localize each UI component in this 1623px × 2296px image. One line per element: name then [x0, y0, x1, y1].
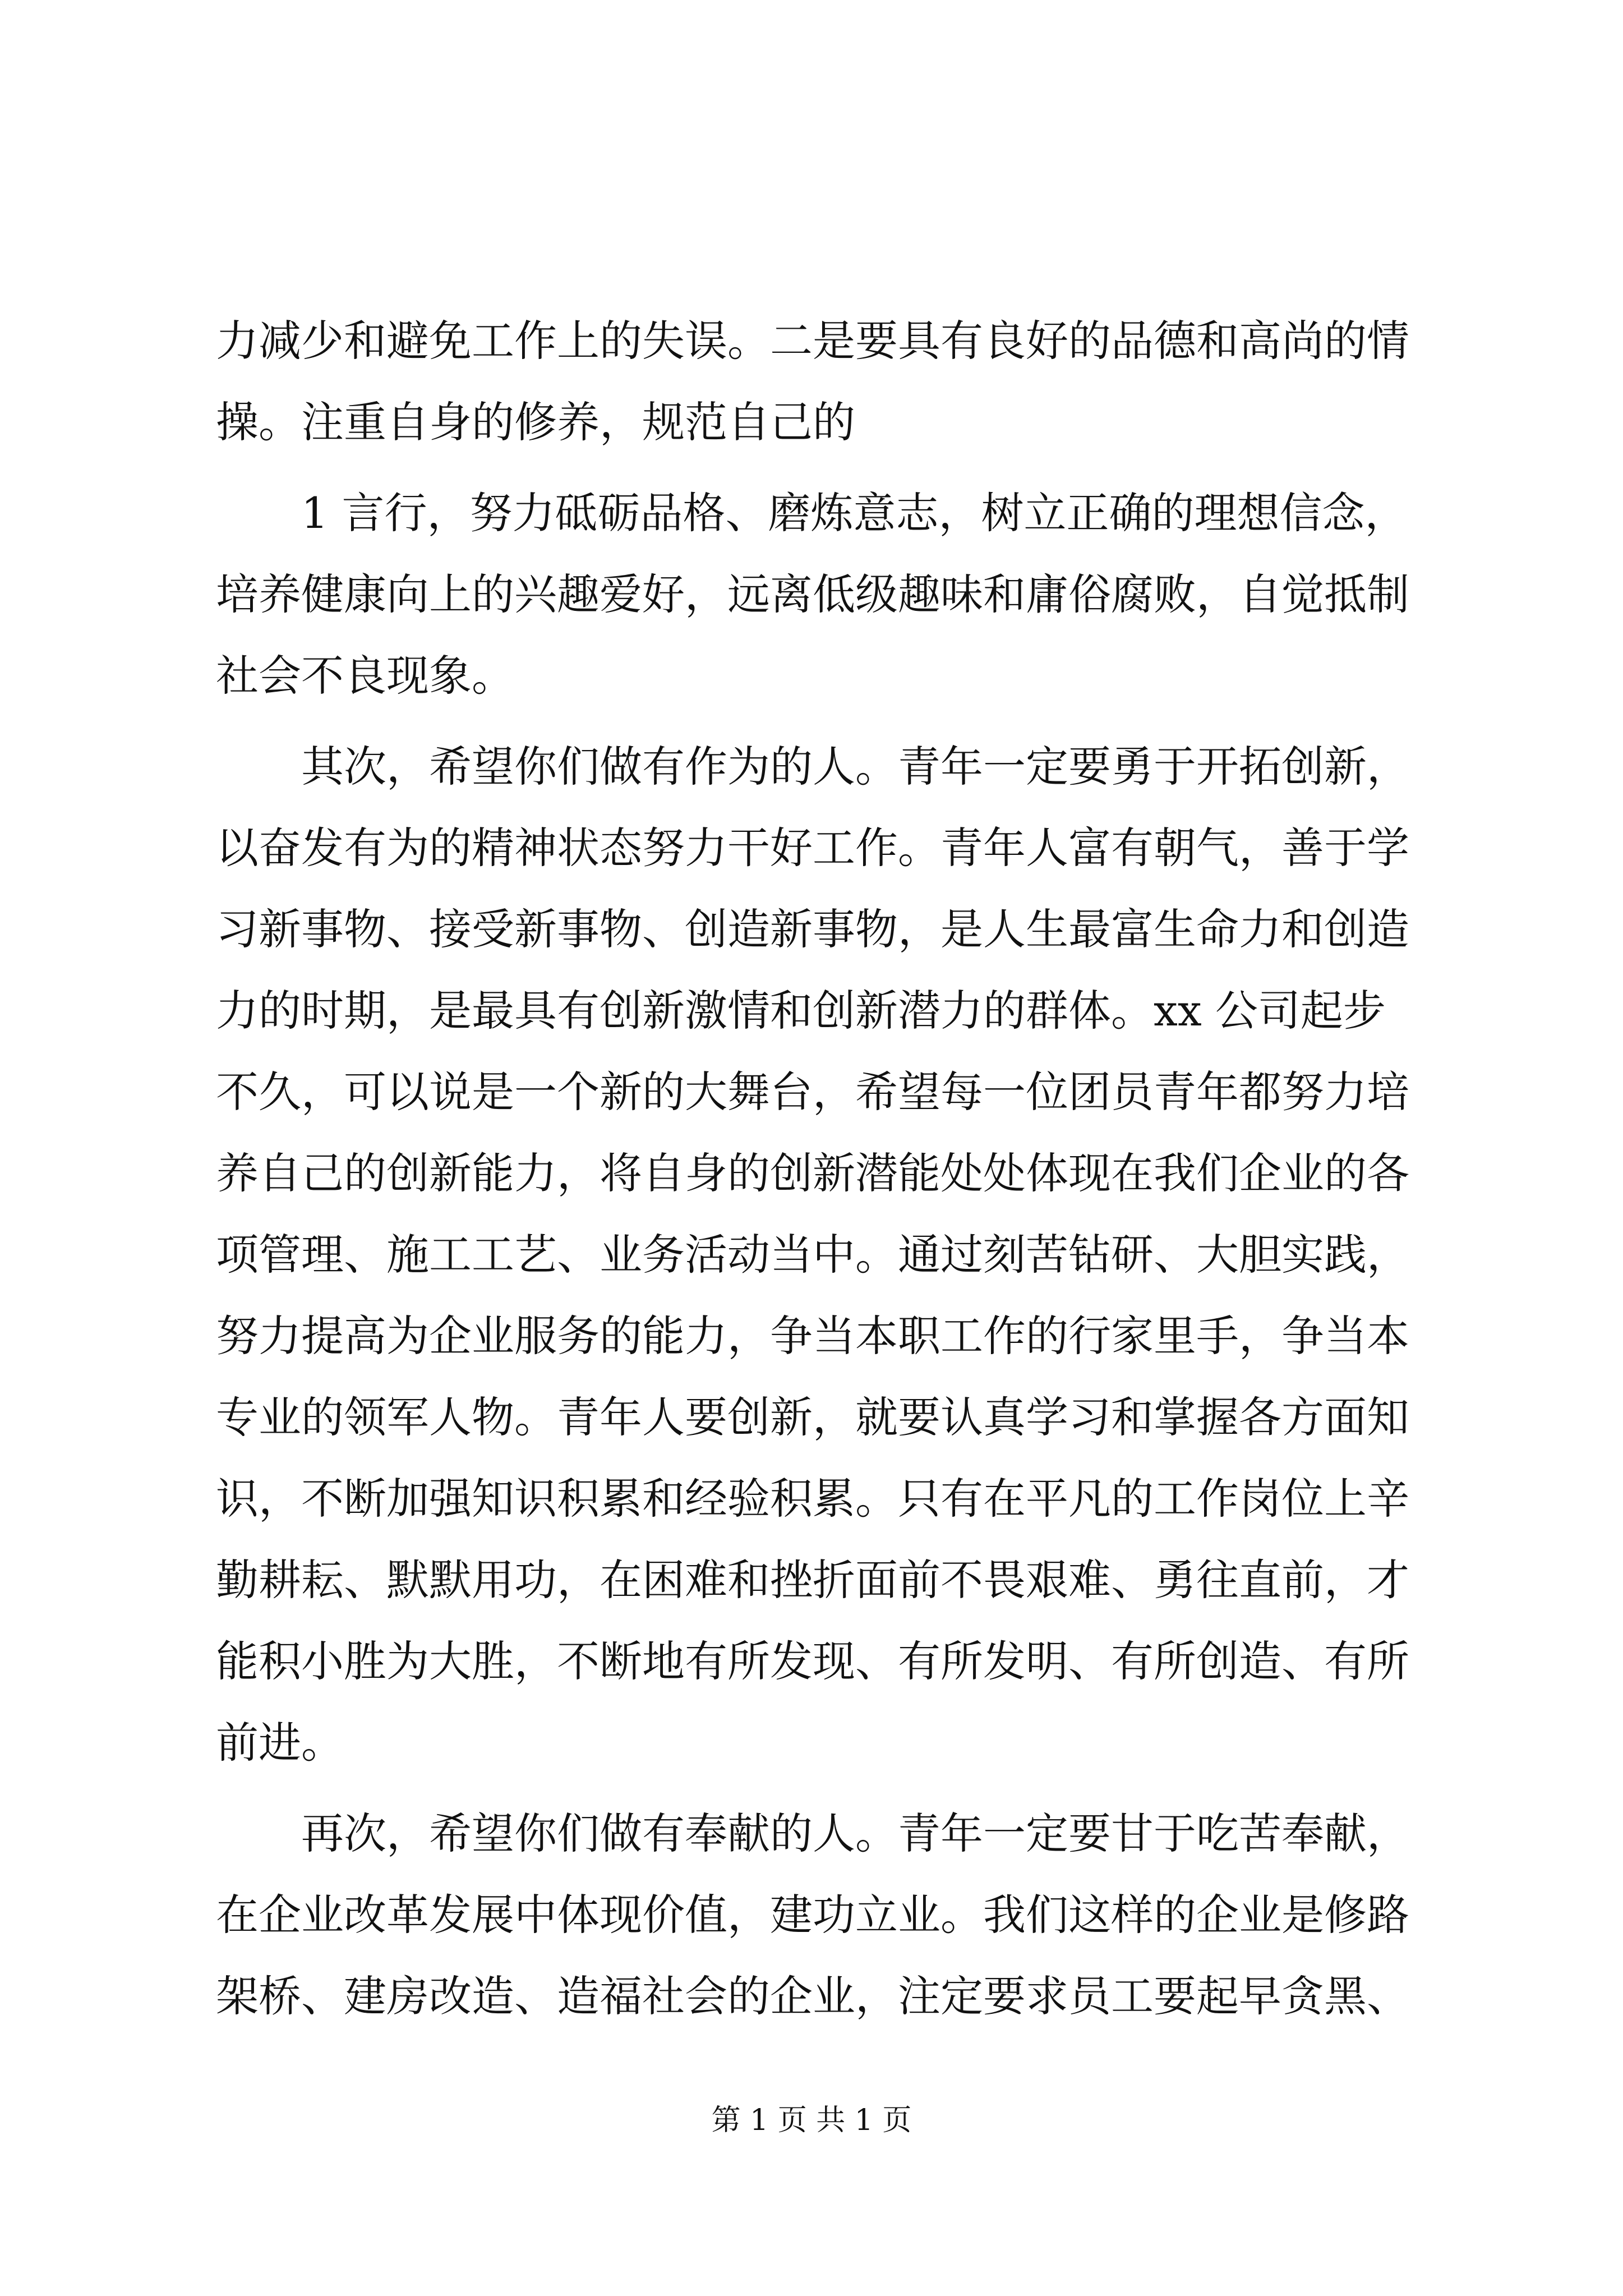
- text-line: 努力提高为企业服务的能力，争当本职工作的行家里手，争当本: [216, 1311, 1409, 1361]
- text-line: 不久，可以说是一个新的大舞台，希望每一位团员青年都努力培: [216, 1067, 1409, 1117]
- text-line: 习新事物、接受新事物、创造新事物，是人生最富生命力和创造: [216, 904, 1409, 954]
- text-line: 前进。: [216, 1718, 344, 1768]
- text-line: 再次，希望你们做有奉献的人。青年一定要甘于吃苦奉献，: [301, 1809, 1409, 1858]
- text-line: 其次，希望你们做有作为的人。青年一定要勇于开拓创新，: [301, 742, 1409, 792]
- text-line: 力减少和避免工作上的失误。二是要具有良好的品德和高尚的情: [216, 316, 1409, 366]
- text-line: 勤耕耘、默默用功，在困难和挫折面前不畏艰难、勇往直前，才: [216, 1555, 1409, 1605]
- text-line: 操。注重自身的修养，规范自己的: [216, 397, 855, 447]
- text-line: 培养健康向上的兴趣爱好，远离低级趣味和庸俗腐败，自觉抵制: [216, 569, 1409, 619]
- text-line: 架桥、建房改造、造福社会的企业，注定要求员工要起早贪黑、: [216, 1971, 1409, 2021]
- text-line: 养自己的创新能力，将自身的创新潜能处处体现在我们企业的各: [216, 1148, 1409, 1198]
- text-line: 项管理、施工工艺、业务活动当中。通过刻苦钻研、大胆实践，: [216, 1230, 1409, 1280]
- text-line: 识，不断加强知识积累和经验积累。只有在平凡的工作岗位上辛: [216, 1474, 1409, 1524]
- document-body: [216, 300, 1424, 2037]
- text-line: 在企业改革发展中体现价值，建功立业。我们这样的企业是修路: [216, 1890, 1409, 1940]
- text-line: 力的时期，是最具有创新激情和创新潜力的群体。xx 公司起步: [216, 986, 1386, 1036]
- page-number-label: 第 1 页 共 1 页: [711, 2104, 912, 2137]
- text-line: 以奋发有为的精神状态努力干好工作。青年人富有朝气，善于学: [216, 823, 1409, 873]
- text-line: 1 言行，努力砥砺品格、磨炼意志，树立正确的理想信念，: [301, 488, 1408, 538]
- page-footer: [0, 2101, 1623, 2140]
- text-line: 能积小胜为大胜，不断地有所发现、有所发明、有所创造、有所: [216, 1636, 1409, 1686]
- text-line: 社会不良现象。: [216, 651, 514, 701]
- text-line: 专业的领军人物。青年人要创新，就要认真学习和掌握各方面知: [216, 1392, 1409, 1442]
